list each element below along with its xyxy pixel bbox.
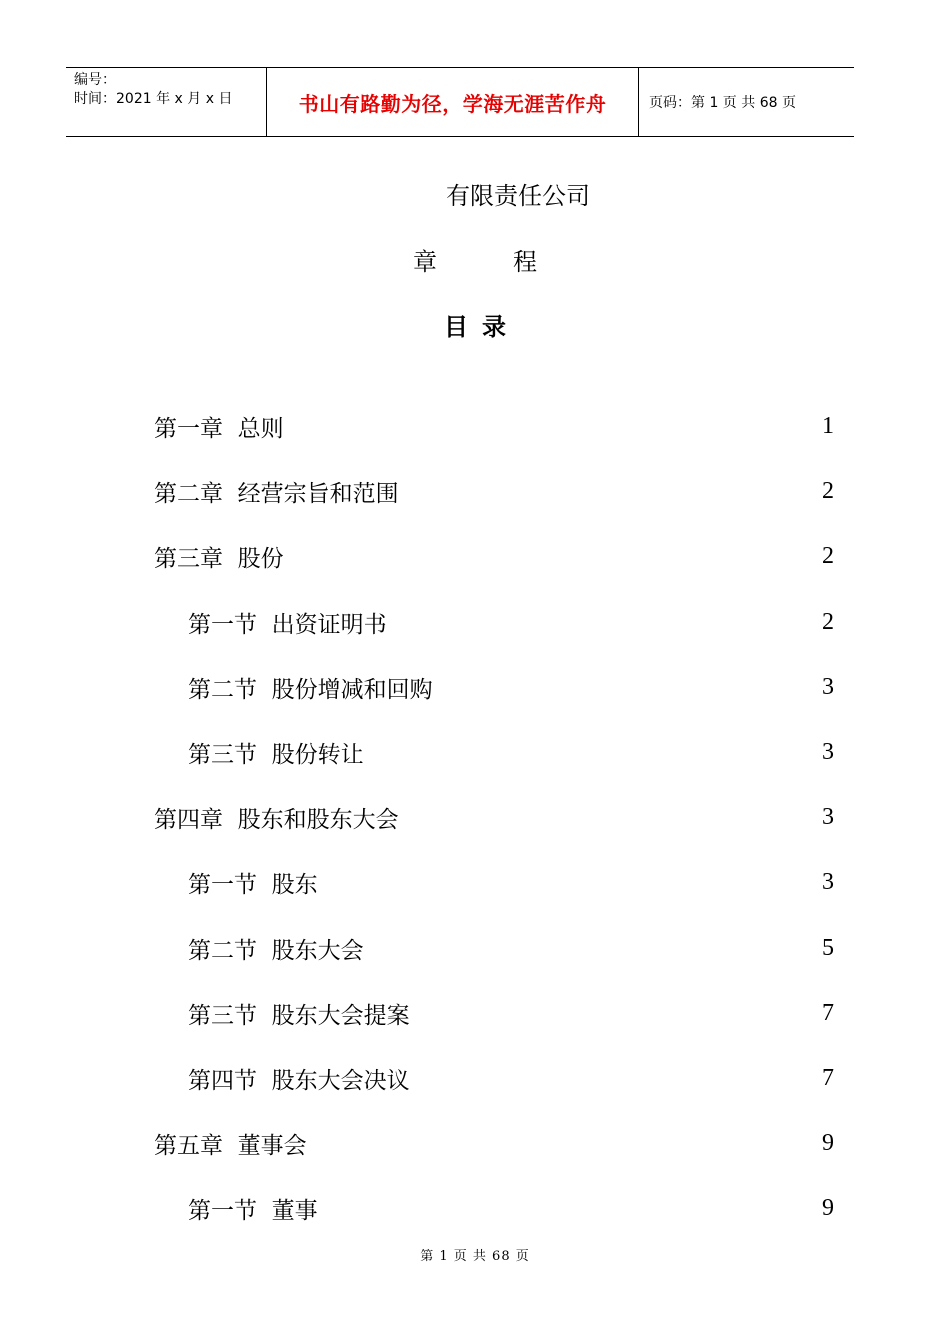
toc-entry-page-number: 3: [822, 738, 834, 765]
toc-entry[interactable]: [188, 732, 834, 772]
toc-entry-page-number: 5: [822, 934, 834, 961]
page-footer: 第 1 页 共 68 页: [420, 1249, 530, 1264]
toc-entry-label: 第三节 股东大会提案: [188, 1002, 410, 1029]
toc-entry-page-number: 2: [822, 477, 834, 504]
toc-entry-label: 第三章 股份: [154, 545, 284, 572]
toc-entry[interactable]: [188, 1058, 834, 1098]
toc-entry[interactable]: [154, 471, 834, 511]
toc-entry-page-number: 7: [822, 999, 834, 1026]
toc-entry[interactable]: [154, 1123, 834, 1163]
header-motto: 书山有路勤为径，学海无涯苦作舟: [266, 68, 639, 136]
toc-entry-page-number: 3: [822, 803, 834, 830]
toc-entry[interactable]: [154, 406, 834, 446]
toc-entry-page-number: 3: [822, 868, 834, 895]
toc-entry-label: 第四章 股东和股东大会: [154, 806, 399, 833]
charter-title-char-2: 程: [513, 248, 537, 276]
toc-entry[interactable]: [188, 928, 834, 968]
toc-entry-page-number: 9: [822, 1194, 834, 1221]
toc-entry-page-number: 2: [822, 608, 834, 635]
toc-entry[interactable]: [188, 862, 834, 902]
toc-entry-page-number: 1: [822, 412, 834, 439]
toc-entry-label: 第二节 股份增减和回购: [188, 676, 433, 703]
toc-entry[interactable]: [188, 993, 834, 1033]
document-time-label: 时间：2021 年 x 月 x 日: [74, 91, 233, 107]
toc-entry-label: 第五章 董事会: [154, 1132, 307, 1159]
toc-entry-label: 第一节 出资证明书: [188, 611, 387, 638]
header-page-info: 页码：第 1 页 共 68 页: [649, 95, 796, 111]
document-number-label: 编号：: [74, 72, 116, 88]
toc-title-char-2: 录: [482, 313, 506, 341]
toc-entry[interactable]: [154, 536, 834, 576]
toc-entry-label: 第二节 股东大会: [188, 937, 364, 964]
toc-entry-label: 第二章 经营宗旨和范围: [154, 480, 399, 507]
toc-entry[interactable]: [188, 1188, 834, 1228]
toc-entry-label: 第一章 总则: [154, 415, 284, 442]
toc-entry[interactable]: [154, 797, 834, 837]
toc-entry-label: 第一节 股东: [188, 871, 318, 898]
toc-title-char-1: 目: [444, 313, 468, 341]
toc-entry-page-number: 9: [822, 1129, 834, 1156]
company-title-text: 有限责任公司: [446, 182, 590, 210]
toc-entry-label: 第一节 董事: [188, 1197, 318, 1224]
toc-entry[interactable]: [188, 667, 834, 707]
toc-entry-label: 第三节 股份转让: [188, 741, 364, 768]
toc-entry-page-number: 2: [822, 542, 834, 569]
toc-entry-page-number: 7: [822, 1064, 834, 1091]
toc-entry-page-number: 3: [822, 673, 834, 700]
charter-title-char-1: 章: [413, 248, 437, 276]
toc-entry[interactable]: [188, 602, 834, 642]
toc-entry-label: 第四节 股东大会决议: [188, 1067, 410, 1094]
